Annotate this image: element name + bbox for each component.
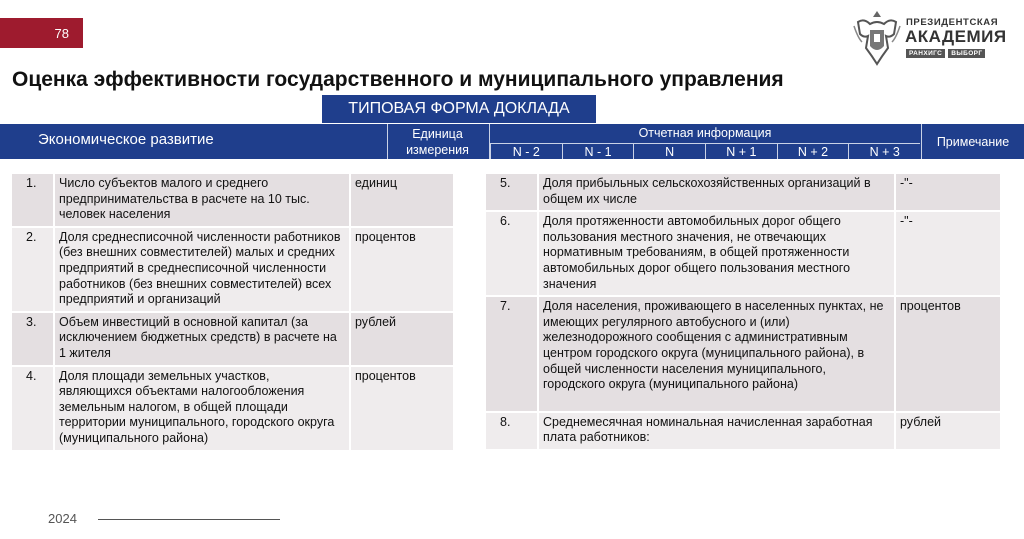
header-period: N + 1 [705,143,777,159]
row-number: 1. [12,174,54,227]
table-row [12,366,454,451]
footer-year: 2024 [48,511,77,526]
row-number: 7. [486,296,538,412]
row-indicator: Доля прибыльных сельскохозяйственных организаций в общем их числе [538,174,895,211]
page-number: 78 [54,25,69,41]
logo-tags [906,49,985,58]
table-row [12,174,454,227]
table-row [486,412,1001,450]
table-row [486,174,1001,211]
footer-divider [98,519,280,520]
row-indicator: Доля среднесписочной численности работников (без внешних совместителей) малых и средних предприятий в среднесписочной численности работников (без внешних совместителей) всех предприятий и организаций [54,227,350,312]
header-economic-development: Экономическое развитие [38,131,214,148]
row-unit: процентов [895,296,1001,412]
row-unit: рублей [350,312,454,366]
header-note: Примечание [936,134,1010,149]
header-period: N - 2 [490,143,562,159]
header-period: N + 3 [848,143,920,159]
row-number: 6. [486,211,538,296]
row-number: 5. [486,174,538,211]
eagle-emblem-icon [852,8,902,68]
logo-line-president: ПРЕЗИДЕНТСКАЯ [906,17,999,28]
header-period: N - 1 [562,143,634,159]
academy-logo [852,8,1022,70]
row-unit: -"- [895,174,1001,211]
row-unit: процентов [350,366,454,451]
row-indicator: Объем инвестиций в основной капитал (за исключением бюджетных средств) в расчете на 1 жителя [54,312,350,366]
row-number: 3. [12,312,54,366]
table-row [486,211,1001,296]
row-number: 2. [12,227,54,312]
header-unit: Единица измерения [406,127,469,157]
header-period: N + 2 [777,143,849,159]
header-periods [490,143,920,159]
header-period: N [633,143,705,159]
row-number: 4. [12,366,54,451]
table-row [12,312,454,366]
row-unit: единиц [350,174,454,227]
row-number: 8. [486,412,538,450]
indicators-table-right [486,174,1002,451]
row-indicator: Число субъектов малого и среднего предпринимательства в расчете на 10 тыс. человек населения [54,174,350,227]
page-title: Оценка эффективности государственного и муниципального управления [12,68,784,91]
logo-tag-ranepa: РАНХИГС [906,49,945,58]
row-indicator: Среднемесячная номинальная начисленная заработная плата работников: [538,412,895,450]
row-unit: -"- [895,211,1001,296]
header-reporting-info: Отчетная информация [638,126,772,140]
table-row [12,227,454,312]
page-number-badge [0,18,83,48]
row-indicator: Доля площади земельных участков, являющихся объектами налогообложения земельным налогом, в общей площади территории муниципального, городского округа (муниципального района) [54,366,350,451]
row-unit: рублей [895,412,1001,450]
logo-tag-vyborg: ВЫБОРГ [948,49,985,58]
form-label-text: ТИПОВАЯ ФОРМА ДОКЛАДА [348,100,570,117]
table-row [486,296,1001,412]
form-label [322,95,596,123]
row-indicator: Доля протяженности автомобильных дорог общего пользования местного значения, не отвечающих нормативным требованиям, в общей протяженности автомобильных дорог общего пользования местного значения [538,211,895,296]
logo-line-academy: АКАДЕМИЯ [905,27,1007,46]
row-indicator: Доля населения, проживающего в населенных пунктах, не имеющих регулярного автобусного и (или) железнодорожного сообщения с административным центром городского округа (муниципального района), в общей численности населения муниципального, городского округа (муниципального района) [538,296,895,412]
row-unit: процентов [350,227,454,312]
indicators-table-left [12,174,455,452]
